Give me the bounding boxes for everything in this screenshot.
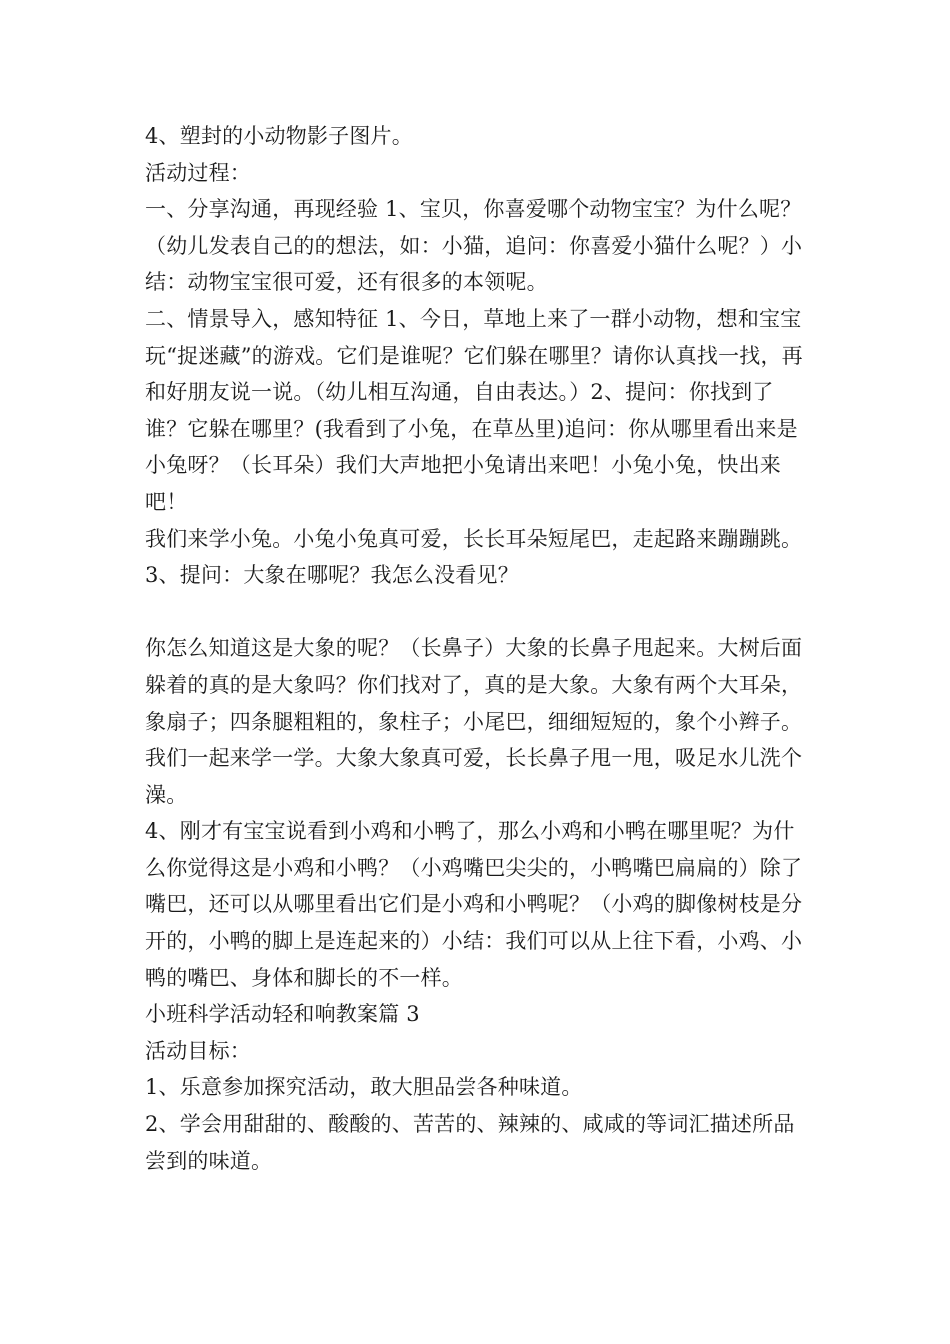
paragraph-goal-1: 1、乐意参加探究活动，敢大胆品尝各种味道。 — [145, 1075, 583, 1100]
paragraph-rabbit-rhyme: 我们来学小兔。小兔小兔真可爱，长长耳朵短尾巴，走起路来蹦蹦跳。 — [145, 526, 803, 551]
paragraph-activity-process-heading: 活动过程： — [145, 160, 251, 185]
paragraph-chick-duck: 4、刚才有宝宝说看到小鸡和小鸭了，那么小鸡和小鸭在哪里呢？为什么你觉得这是小鸡和小鸭？（小鸡嘴巴尖尖的，小鸭嘴巴扁扁的）除了嘴巴，还可以从哪里看出它们是小鸡和小鸭呢？（小鸡的脚像树枝是分开的，小鸭的脚上是连起来的）小结：我们可以从上往下看，小鸡、小鸭的嘴巴、身体和脚长的不一样。 — [145, 819, 803, 990]
paragraph-materials-item-4: 4、塑封的小动物影子图片。 — [145, 124, 413, 148]
paragraph-elephant-description: 你怎么知道这是大象的呢？（长鼻子）大象的长鼻子甩起来。大树后面躲着的真的是大象吗？你们找对了，真的是大象。大象有两个大耳朵，象扇子；四条腿粗粗的，象柱子；小尾巴，细细短短的，象个小辫子。我们一起来学一学。大象大象真可爱，长长鼻子甩一甩，吸足水儿洗个澡。 — [145, 636, 803, 807]
paragraph-elephant-question: 3、提问：大象在哪呢？我怎么没看见？ — [145, 563, 519, 588]
paragraph-lesson-title: 小班科学活动轻和响教案篇 3 — [145, 1002, 420, 1027]
paragraph-activity-goals-heading: 活动目标： — [145, 1038, 251, 1063]
paragraph-section-two: 二、情景导入，感知特征 1、今日，草地上来了一群小动物，想和宝宝玩“捉迷藏”的游戏。它们是谁呢？它们躲在哪里？请你认真找一找，再和好朋友说一说。（幼儿相互沟通，自由表达。）2、提问：你找到了谁？它躲在哪里？(我看到了小兔，在草丛里)追问：你从哪里看出来是小兔呀？（长耳朵）我们大声地把小兔请出来吧！小兔小兔，快出来吧！ — [145, 306, 803, 514]
document-body — [145, 118, 810, 1179]
paragraph-section-one: 一、分享沟通，再现经验 1、宝贝，你喜爱哪个动物宝宝？为什么呢？（幼儿发表自己的的想法，如：小猫，追问：你喜爱小猫什么呢？）小结：动物宝宝很可爱，还有很多的本领呢。 — [145, 197, 803, 295]
paragraph-goal-2: 2、学会用甜甜的、酸酸的、苦苦的、辣辣的、咸咸的等词汇描述所品尝到的味道。 — [145, 1112, 795, 1173]
blank-line — [145, 594, 810, 631]
